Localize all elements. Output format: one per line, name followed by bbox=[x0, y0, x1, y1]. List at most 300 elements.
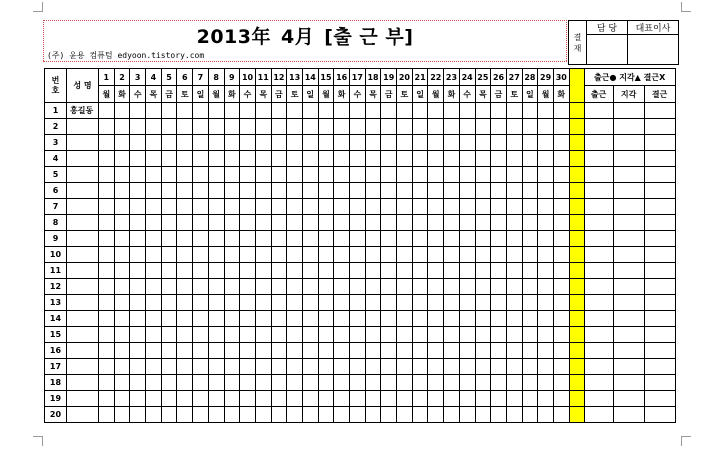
attendance-cell[interactable] bbox=[350, 215, 366, 231]
attendance-cell[interactable] bbox=[255, 407, 271, 423]
attendance-cell[interactable] bbox=[224, 231, 240, 247]
attendance-cell[interactable] bbox=[412, 199, 428, 215]
attendance-cell[interactable] bbox=[475, 247, 491, 263]
attendance-cell[interactable] bbox=[412, 215, 428, 231]
attendance-cell[interactable] bbox=[553, 215, 569, 231]
attendance-cell[interactable] bbox=[334, 167, 350, 183]
attendance-cell[interactable] bbox=[240, 295, 256, 311]
attendance-cell[interactable] bbox=[161, 375, 177, 391]
attendance-cell[interactable] bbox=[302, 135, 318, 151]
attendance-cell[interactable] bbox=[177, 119, 193, 135]
attendance-cell[interactable] bbox=[146, 167, 162, 183]
attendance-cell[interactable] bbox=[287, 279, 303, 295]
attendance-cell[interactable] bbox=[114, 231, 130, 247]
employee-name[interactable] bbox=[67, 167, 99, 183]
attendance-cell[interactable] bbox=[302, 407, 318, 423]
attendance-cell[interactable] bbox=[302, 295, 318, 311]
attendance-cell[interactable] bbox=[302, 215, 318, 231]
attendance-cell[interactable] bbox=[193, 263, 209, 279]
attendance-cell[interactable] bbox=[412, 295, 428, 311]
attendance-cell[interactable] bbox=[553, 135, 569, 151]
summary-cell[interactable] bbox=[644, 151, 675, 167]
attendance-cell[interactable] bbox=[271, 359, 287, 375]
attendance-cell[interactable] bbox=[287, 103, 303, 119]
attendance-cell[interactable] bbox=[491, 359, 507, 375]
attendance-cell[interactable] bbox=[412, 103, 428, 119]
attendance-cell[interactable] bbox=[271, 311, 287, 327]
summary-cell[interactable] bbox=[644, 343, 675, 359]
attendance-cell[interactable] bbox=[130, 263, 146, 279]
attendance-cell[interactable] bbox=[365, 247, 381, 263]
attendance-cell[interactable] bbox=[397, 167, 413, 183]
attendance-cell[interactable] bbox=[381, 151, 397, 167]
summary-cell[interactable] bbox=[584, 199, 613, 215]
attendance-cell[interactable] bbox=[475, 359, 491, 375]
attendance-cell[interactable] bbox=[538, 199, 554, 215]
attendance-cell[interactable] bbox=[459, 103, 475, 119]
attendance-cell[interactable] bbox=[506, 151, 522, 167]
attendance-cell[interactable] bbox=[240, 119, 256, 135]
attendance-cell[interactable] bbox=[381, 231, 397, 247]
summary-cell[interactable] bbox=[644, 247, 675, 263]
attendance-cell[interactable] bbox=[287, 295, 303, 311]
attendance-cell[interactable] bbox=[99, 183, 115, 199]
attendance-cell[interactable] bbox=[271, 183, 287, 199]
attendance-cell[interactable] bbox=[397, 407, 413, 423]
attendance-cell[interactable] bbox=[365, 391, 381, 407]
summary-cell[interactable] bbox=[613, 391, 644, 407]
attendance-cell[interactable] bbox=[177, 103, 193, 119]
attendance-cell[interactable] bbox=[475, 151, 491, 167]
attendance-cell[interactable] bbox=[302, 375, 318, 391]
attendance-cell[interactable] bbox=[381, 183, 397, 199]
attendance-cell[interactable] bbox=[491, 135, 507, 151]
attendance-cell[interactable] bbox=[459, 215, 475, 231]
attendance-cell[interactable] bbox=[224, 151, 240, 167]
attendance-cell[interactable] bbox=[350, 311, 366, 327]
attendance-cell[interactable] bbox=[255, 103, 271, 119]
attendance-cell[interactable] bbox=[397, 247, 413, 263]
attendance-cell[interactable] bbox=[208, 359, 224, 375]
attendance-cell[interactable] bbox=[475, 167, 491, 183]
summary-cell[interactable] bbox=[613, 135, 644, 151]
attendance-cell[interactable] bbox=[208, 183, 224, 199]
attendance-cell[interactable] bbox=[397, 199, 413, 215]
attendance-cell[interactable] bbox=[146, 375, 162, 391]
attendance-cell[interactable] bbox=[428, 167, 444, 183]
attendance-cell[interactable] bbox=[506, 359, 522, 375]
attendance-cell[interactable] bbox=[444, 199, 460, 215]
attendance-cell[interactable] bbox=[99, 199, 115, 215]
attendance-cell[interactable] bbox=[271, 327, 287, 343]
employee-name[interactable] bbox=[67, 391, 99, 407]
summary-cell[interactable] bbox=[584, 327, 613, 343]
attendance-cell[interactable] bbox=[193, 359, 209, 375]
attendance-cell[interactable] bbox=[193, 167, 209, 183]
attendance-cell[interactable] bbox=[130, 407, 146, 423]
attendance-cell[interactable] bbox=[475, 183, 491, 199]
attendance-cell[interactable] bbox=[381, 167, 397, 183]
attendance-cell[interactable] bbox=[412, 359, 428, 375]
attendance-cell[interactable] bbox=[459, 327, 475, 343]
attendance-cell[interactable] bbox=[99, 359, 115, 375]
attendance-cell[interactable] bbox=[318, 279, 334, 295]
attendance-cell[interactable] bbox=[177, 407, 193, 423]
attendance-cell[interactable] bbox=[255, 135, 271, 151]
attendance-cell[interactable] bbox=[130, 295, 146, 311]
attendance-cell[interactable] bbox=[522, 167, 538, 183]
attendance-cell[interactable] bbox=[146, 215, 162, 231]
attendance-cell[interactable] bbox=[475, 103, 491, 119]
summary-cell[interactable] bbox=[644, 231, 675, 247]
attendance-cell[interactable] bbox=[130, 311, 146, 327]
attendance-cell[interactable] bbox=[146, 279, 162, 295]
attendance-cell[interactable] bbox=[459, 359, 475, 375]
employee-name[interactable] bbox=[67, 199, 99, 215]
attendance-cell[interactable] bbox=[428, 343, 444, 359]
summary-cell[interactable] bbox=[584, 183, 613, 199]
summary-cell[interactable] bbox=[584, 263, 613, 279]
attendance-cell[interactable] bbox=[506, 247, 522, 263]
attendance-cell[interactable] bbox=[475, 311, 491, 327]
attendance-cell[interactable] bbox=[350, 391, 366, 407]
attendance-cell[interactable] bbox=[318, 375, 334, 391]
attendance-cell[interactable] bbox=[553, 391, 569, 407]
attendance-cell[interactable] bbox=[208, 343, 224, 359]
attendance-cell[interactable] bbox=[444, 375, 460, 391]
summary-cell[interactable] bbox=[584, 407, 613, 423]
attendance-cell[interactable] bbox=[381, 215, 397, 231]
attendance-cell[interactable] bbox=[381, 103, 397, 119]
attendance-cell[interactable] bbox=[428, 247, 444, 263]
attendance-cell[interactable] bbox=[444, 183, 460, 199]
attendance-cell[interactable] bbox=[538, 231, 554, 247]
attendance-cell[interactable] bbox=[412, 375, 428, 391]
attendance-cell[interactable] bbox=[146, 263, 162, 279]
attendance-cell[interactable] bbox=[240, 359, 256, 375]
employee-name[interactable] bbox=[67, 151, 99, 167]
attendance-cell[interactable] bbox=[161, 215, 177, 231]
employee-name[interactable] bbox=[67, 343, 99, 359]
attendance-cell[interactable] bbox=[491, 327, 507, 343]
employee-name[interactable] bbox=[67, 119, 99, 135]
attendance-cell[interactable] bbox=[381, 391, 397, 407]
attendance-cell[interactable] bbox=[224, 295, 240, 311]
attendance-cell[interactable] bbox=[255, 279, 271, 295]
attendance-cell[interactable] bbox=[444, 279, 460, 295]
attendance-cell[interactable] bbox=[161, 343, 177, 359]
attendance-cell[interactable] bbox=[334, 327, 350, 343]
attendance-cell[interactable] bbox=[287, 311, 303, 327]
attendance-cell[interactable] bbox=[208, 247, 224, 263]
attendance-cell[interactable] bbox=[506, 135, 522, 151]
attendance-cell[interactable] bbox=[334, 247, 350, 263]
attendance-cell[interactable] bbox=[459, 407, 475, 423]
attendance-cell[interactable] bbox=[350, 263, 366, 279]
attendance-cell[interactable] bbox=[287, 183, 303, 199]
attendance-cell[interactable] bbox=[553, 327, 569, 343]
attendance-cell[interactable] bbox=[365, 135, 381, 151]
attendance-cell[interactable] bbox=[240, 279, 256, 295]
attendance-cell[interactable] bbox=[334, 279, 350, 295]
attendance-cell[interactable] bbox=[318, 263, 334, 279]
attendance-cell[interactable] bbox=[302, 343, 318, 359]
attendance-cell[interactable] bbox=[397, 103, 413, 119]
attendance-cell[interactable] bbox=[193, 103, 209, 119]
attendance-cell[interactable] bbox=[412, 135, 428, 151]
attendance-cell[interactable] bbox=[255, 215, 271, 231]
attendance-cell[interactable] bbox=[459, 263, 475, 279]
summary-cell[interactable] bbox=[644, 391, 675, 407]
attendance-cell[interactable] bbox=[412, 279, 428, 295]
attendance-cell[interactable] bbox=[130, 247, 146, 263]
summary-cell[interactable] bbox=[644, 167, 675, 183]
attendance-cell[interactable] bbox=[553, 263, 569, 279]
attendance-cell[interactable] bbox=[114, 103, 130, 119]
attendance-cell[interactable] bbox=[224, 199, 240, 215]
attendance-cell[interactable] bbox=[271, 199, 287, 215]
attendance-cell[interactable] bbox=[177, 151, 193, 167]
attendance-cell[interactable] bbox=[475, 327, 491, 343]
attendance-cell[interactable] bbox=[287, 231, 303, 247]
attendance-cell[interactable] bbox=[161, 167, 177, 183]
attendance-cell[interactable] bbox=[444, 135, 460, 151]
attendance-cell[interactable] bbox=[130, 151, 146, 167]
attendance-cell[interactable] bbox=[287, 215, 303, 231]
attendance-cell[interactable] bbox=[397, 295, 413, 311]
attendance-cell[interactable] bbox=[444, 247, 460, 263]
attendance-cell[interactable] bbox=[444, 343, 460, 359]
attendance-cell[interactable] bbox=[491, 279, 507, 295]
attendance-cell[interactable] bbox=[350, 327, 366, 343]
attendance-cell[interactable] bbox=[428, 119, 444, 135]
attendance-cell[interactable] bbox=[491, 343, 507, 359]
employee-name[interactable] bbox=[67, 359, 99, 375]
attendance-cell[interactable] bbox=[146, 119, 162, 135]
attendance-cell[interactable] bbox=[538, 311, 554, 327]
attendance-cell[interactable] bbox=[381, 407, 397, 423]
attendance-cell[interactable] bbox=[240, 263, 256, 279]
attendance-cell[interactable] bbox=[538, 103, 554, 119]
attendance-cell[interactable] bbox=[491, 119, 507, 135]
employee-name[interactable] bbox=[67, 135, 99, 151]
attendance-cell[interactable] bbox=[459, 183, 475, 199]
attendance-cell[interactable] bbox=[381, 359, 397, 375]
attendance-cell[interactable] bbox=[428, 199, 444, 215]
attendance-cell[interactable] bbox=[397, 327, 413, 343]
attendance-cell[interactable] bbox=[224, 343, 240, 359]
attendance-cell[interactable] bbox=[240, 167, 256, 183]
attendance-cell[interactable] bbox=[365, 263, 381, 279]
summary-cell[interactable] bbox=[613, 279, 644, 295]
attendance-cell[interactable] bbox=[240, 103, 256, 119]
attendance-cell[interactable] bbox=[302, 151, 318, 167]
attendance-cell[interactable] bbox=[271, 375, 287, 391]
attendance-cell[interactable] bbox=[255, 151, 271, 167]
attendance-cell[interactable] bbox=[444, 311, 460, 327]
attendance-cell[interactable] bbox=[350, 343, 366, 359]
attendance-cell[interactable] bbox=[318, 343, 334, 359]
attendance-cell[interactable] bbox=[522, 119, 538, 135]
attendance-cell[interactable] bbox=[491, 215, 507, 231]
attendance-cell[interactable] bbox=[130, 279, 146, 295]
attendance-cell[interactable] bbox=[428, 327, 444, 343]
attendance-cell[interactable] bbox=[240, 375, 256, 391]
attendance-cell[interactable] bbox=[428, 231, 444, 247]
attendance-cell[interactable] bbox=[475, 295, 491, 311]
attendance-cell[interactable] bbox=[161, 151, 177, 167]
attendance-cell[interactable] bbox=[193, 119, 209, 135]
attendance-cell[interactable] bbox=[240, 199, 256, 215]
attendance-cell[interactable] bbox=[522, 327, 538, 343]
attendance-cell[interactable] bbox=[177, 247, 193, 263]
attendance-cell[interactable] bbox=[334, 183, 350, 199]
attendance-cell[interactable] bbox=[538, 119, 554, 135]
attendance-cell[interactable] bbox=[491, 183, 507, 199]
attendance-cell[interactable] bbox=[302, 279, 318, 295]
attendance-cell[interactable] bbox=[459, 151, 475, 167]
summary-cell[interactable] bbox=[644, 263, 675, 279]
attendance-cell[interactable] bbox=[287, 119, 303, 135]
attendance-cell[interactable] bbox=[255, 119, 271, 135]
attendance-cell[interactable] bbox=[318, 183, 334, 199]
attendance-cell[interactable] bbox=[522, 279, 538, 295]
summary-cell[interactable] bbox=[584, 343, 613, 359]
attendance-cell[interactable] bbox=[475, 199, 491, 215]
attendance-cell[interactable] bbox=[208, 407, 224, 423]
employee-name[interactable] bbox=[67, 327, 99, 343]
attendance-cell[interactable] bbox=[302, 327, 318, 343]
attendance-cell[interactable] bbox=[193, 343, 209, 359]
attendance-cell[interactable] bbox=[177, 391, 193, 407]
attendance-cell[interactable] bbox=[381, 119, 397, 135]
summary-cell[interactable] bbox=[584, 135, 613, 151]
attendance-cell[interactable] bbox=[146, 327, 162, 343]
summary-cell[interactable] bbox=[584, 151, 613, 167]
attendance-cell[interactable] bbox=[475, 375, 491, 391]
attendance-cell[interactable] bbox=[271, 343, 287, 359]
attendance-cell[interactable] bbox=[287, 199, 303, 215]
attendance-cell[interactable] bbox=[412, 247, 428, 263]
attendance-cell[interactable] bbox=[99, 375, 115, 391]
attendance-cell[interactable] bbox=[114, 151, 130, 167]
attendance-cell[interactable] bbox=[302, 263, 318, 279]
attendance-cell[interactable] bbox=[459, 375, 475, 391]
attendance-cell[interactable] bbox=[365, 295, 381, 311]
attendance-cell[interactable] bbox=[114, 359, 130, 375]
attendance-cell[interactable] bbox=[506, 215, 522, 231]
attendance-cell[interactable] bbox=[506, 279, 522, 295]
summary-cell[interactable] bbox=[584, 311, 613, 327]
attendance-cell[interactable] bbox=[350, 359, 366, 375]
attendance-cell[interactable] bbox=[475, 263, 491, 279]
attendance-cell[interactable] bbox=[161, 119, 177, 135]
attendance-cell[interactable] bbox=[177, 215, 193, 231]
attendance-cell[interactable] bbox=[444, 359, 460, 375]
attendance-cell[interactable] bbox=[506, 103, 522, 119]
attendance-cell[interactable] bbox=[99, 279, 115, 295]
summary-cell[interactable] bbox=[613, 119, 644, 135]
attendance-cell[interactable] bbox=[428, 295, 444, 311]
attendance-cell[interactable] bbox=[240, 135, 256, 151]
summary-cell[interactable] bbox=[644, 135, 675, 151]
attendance-cell[interactable] bbox=[412, 263, 428, 279]
attendance-cell[interactable] bbox=[302, 167, 318, 183]
attendance-cell[interactable] bbox=[491, 199, 507, 215]
attendance-cell[interactable] bbox=[146, 183, 162, 199]
attendance-cell[interactable] bbox=[506, 231, 522, 247]
attendance-cell[interactable] bbox=[193, 151, 209, 167]
attendance-cell[interactable] bbox=[130, 327, 146, 343]
attendance-cell[interactable] bbox=[271, 167, 287, 183]
attendance-cell[interactable] bbox=[459, 279, 475, 295]
employee-name[interactable] bbox=[67, 215, 99, 231]
attendance-cell[interactable] bbox=[99, 119, 115, 135]
attendance-cell[interactable] bbox=[553, 103, 569, 119]
approval-sign-ceo[interactable] bbox=[628, 35, 679, 65]
attendance-cell[interactable] bbox=[444, 407, 460, 423]
attendance-cell[interactable] bbox=[444, 391, 460, 407]
attendance-cell[interactable] bbox=[334, 375, 350, 391]
attendance-cell[interactable] bbox=[412, 311, 428, 327]
attendance-cell[interactable] bbox=[522, 231, 538, 247]
attendance-cell[interactable] bbox=[177, 183, 193, 199]
attendance-cell[interactable] bbox=[491, 311, 507, 327]
attendance-cell[interactable] bbox=[459, 119, 475, 135]
attendance-cell[interactable] bbox=[318, 295, 334, 311]
attendance-cell[interactable] bbox=[350, 135, 366, 151]
attendance-cell[interactable] bbox=[475, 279, 491, 295]
attendance-cell[interactable] bbox=[302, 231, 318, 247]
attendance-cell[interactable] bbox=[318, 119, 334, 135]
attendance-cell[interactable] bbox=[334, 263, 350, 279]
attendance-cell[interactable] bbox=[553, 295, 569, 311]
attendance-cell[interactable] bbox=[240, 151, 256, 167]
attendance-cell[interactable] bbox=[506, 311, 522, 327]
summary-cell[interactable] bbox=[613, 343, 644, 359]
attendance-cell[interactable] bbox=[397, 279, 413, 295]
attendance-cell[interactable] bbox=[538, 247, 554, 263]
attendance-cell[interactable] bbox=[350, 295, 366, 311]
attendance-cell[interactable] bbox=[193, 407, 209, 423]
attendance-cell[interactable] bbox=[114, 167, 130, 183]
attendance-cell[interactable] bbox=[271, 391, 287, 407]
summary-cell[interactable] bbox=[584, 231, 613, 247]
attendance-cell[interactable] bbox=[318, 167, 334, 183]
attendance-cell[interactable] bbox=[491, 151, 507, 167]
attendance-cell[interactable] bbox=[287, 327, 303, 343]
attendance-cell[interactable] bbox=[255, 327, 271, 343]
employee-name[interactable] bbox=[67, 295, 99, 311]
attendance-cell[interactable] bbox=[240, 327, 256, 343]
attendance-cell[interactable] bbox=[224, 167, 240, 183]
summary-cell[interactable] bbox=[613, 327, 644, 343]
attendance-cell[interactable] bbox=[334, 215, 350, 231]
attendance-cell[interactable] bbox=[255, 263, 271, 279]
attendance-cell[interactable] bbox=[428, 135, 444, 151]
attendance-cell[interactable] bbox=[538, 359, 554, 375]
attendance-cell[interactable] bbox=[208, 119, 224, 135]
attendance-cell[interactable] bbox=[522, 359, 538, 375]
attendance-cell[interactable] bbox=[522, 247, 538, 263]
attendance-cell[interactable] bbox=[99, 215, 115, 231]
attendance-cell[interactable] bbox=[412, 167, 428, 183]
attendance-cell[interactable] bbox=[459, 295, 475, 311]
attendance-cell[interactable] bbox=[444, 231, 460, 247]
attendance-cell[interactable] bbox=[193, 295, 209, 311]
attendance-cell[interactable] bbox=[553, 247, 569, 263]
summary-cell[interactable] bbox=[584, 247, 613, 263]
